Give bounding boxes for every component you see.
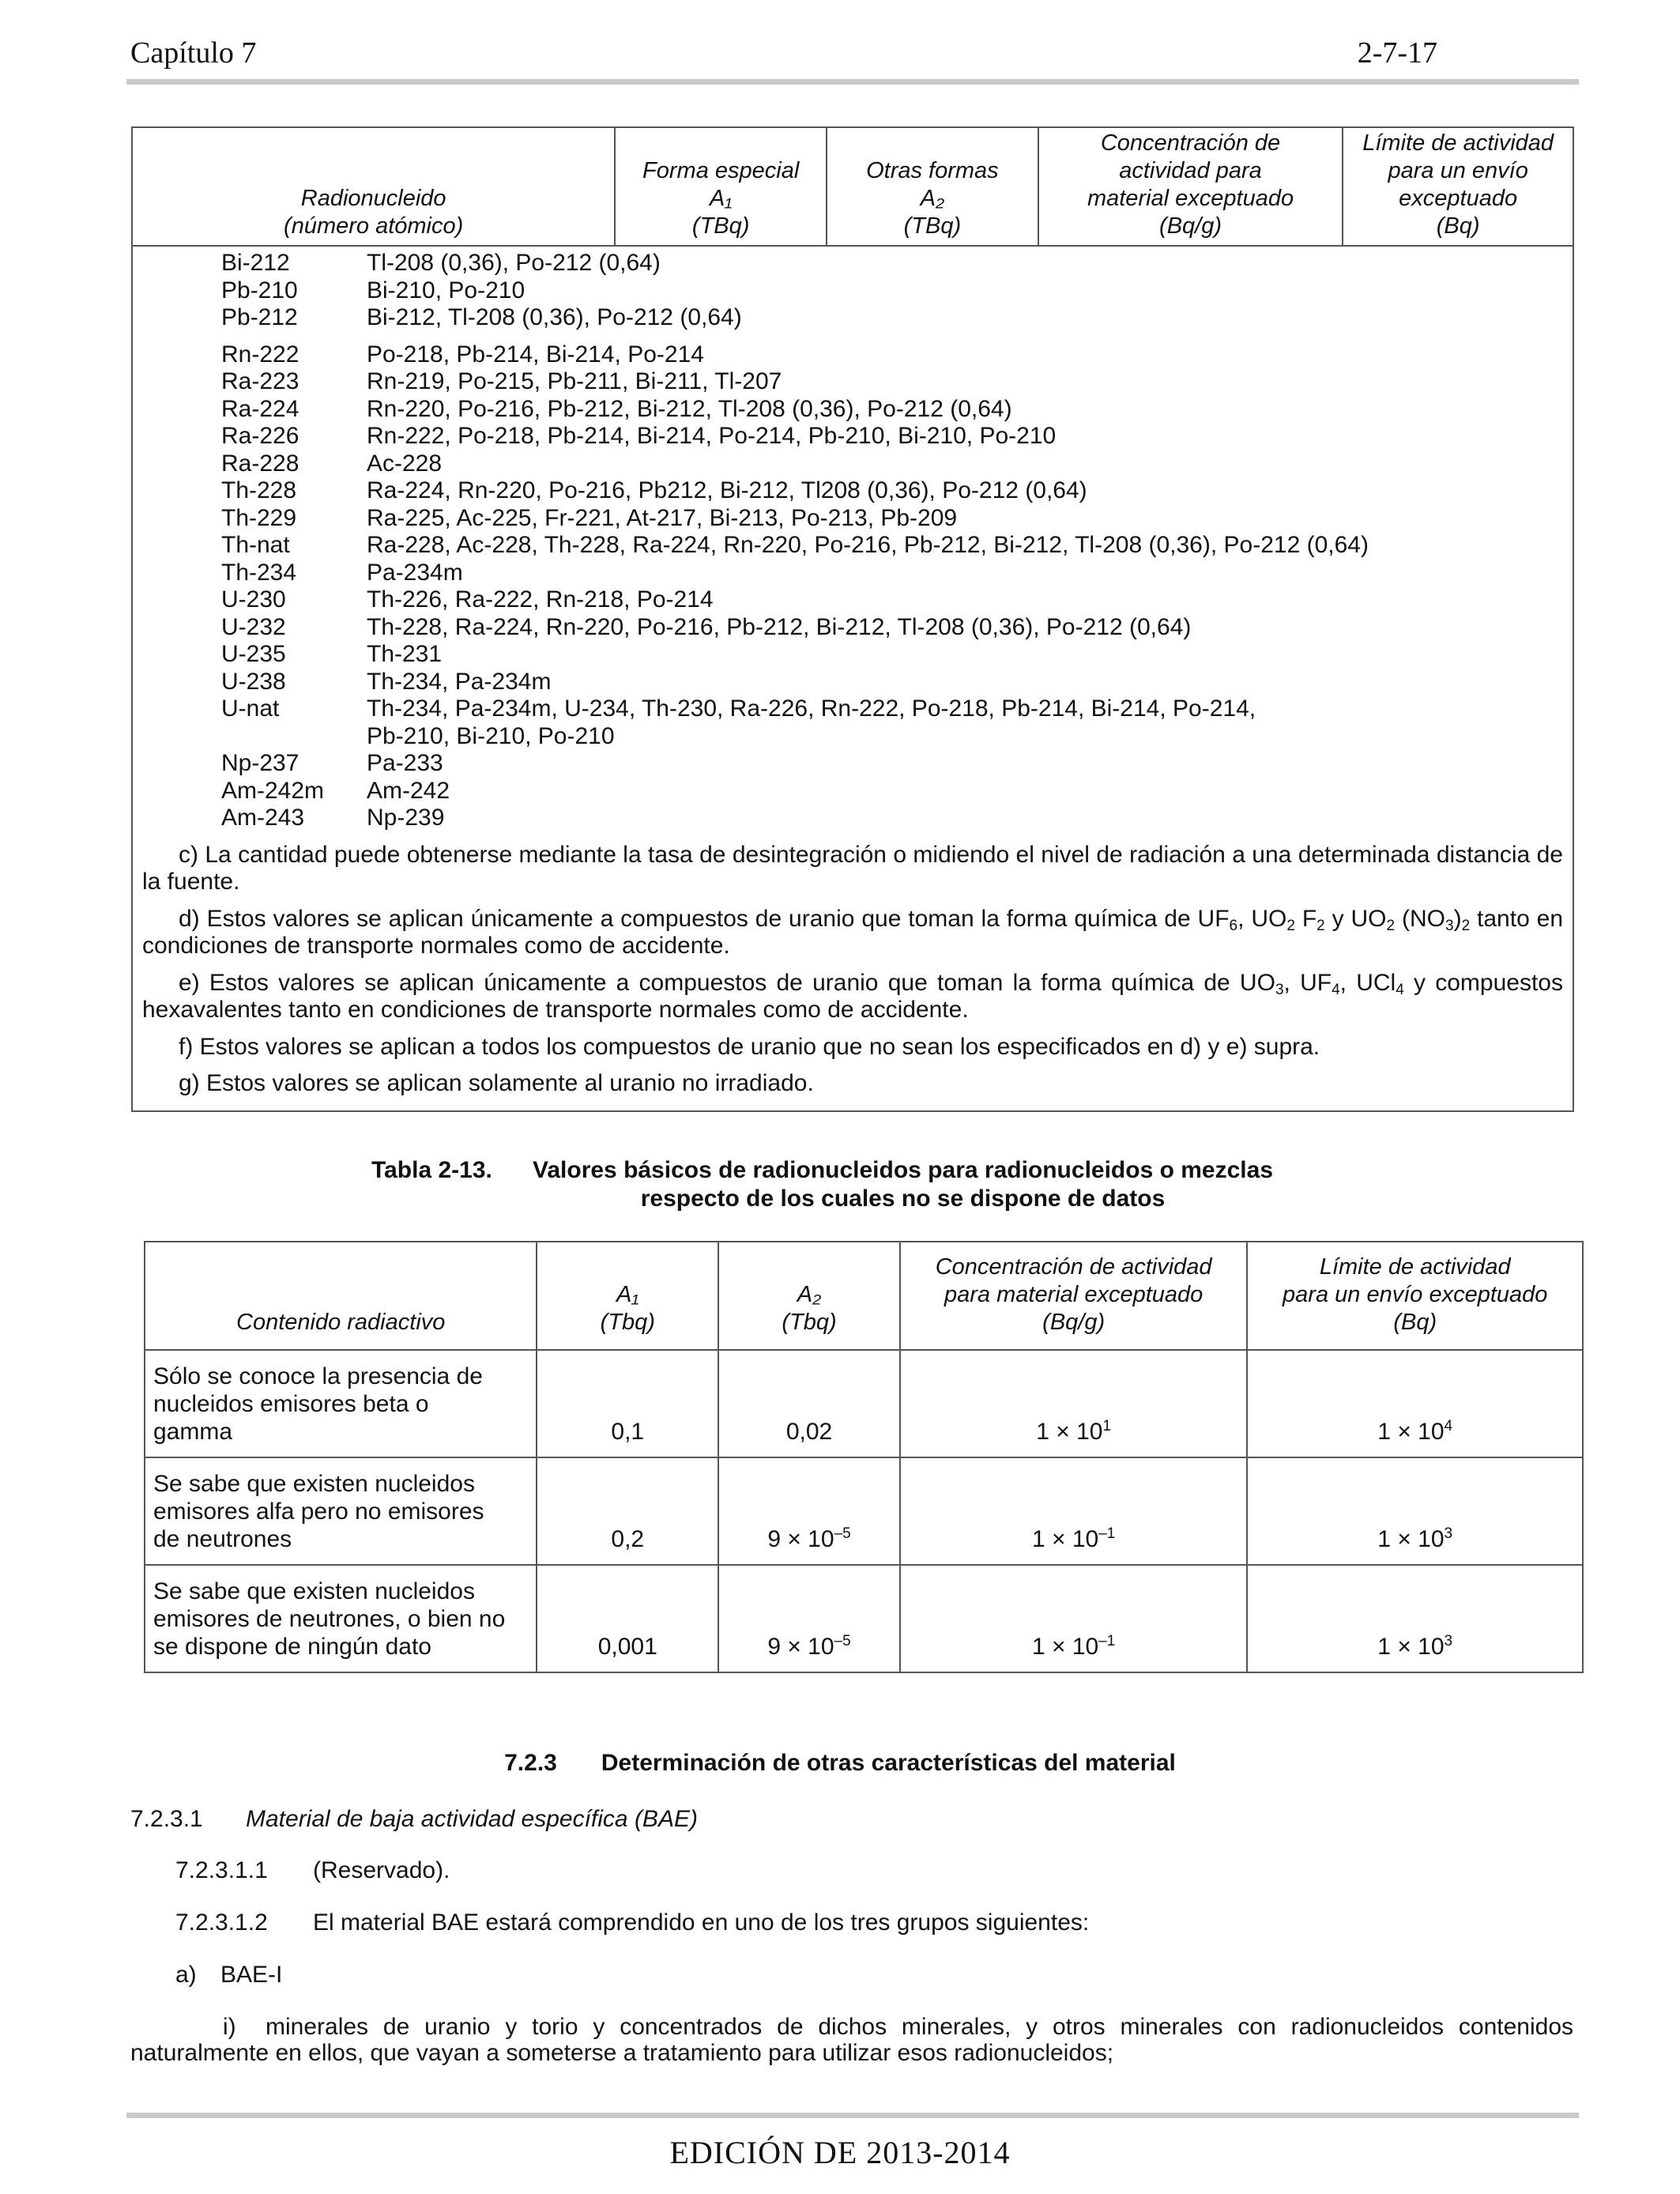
header-text: Límite de actividad — [1319, 1254, 1511, 1280]
limit-cell — [1247, 1350, 1583, 1457]
a2-cell — [718, 1457, 900, 1565]
footnote-f: f) Estos valores se aplican a todos los compuestos de uranio que no sean los especificados en d) y e) supra. — [179, 1033, 1320, 1060]
cell-text: Se sabe que existen nucleidos — [153, 1578, 475, 1604]
title-line: respecto de los cuales no se dispone de datos — [640, 1186, 1166, 1212]
progeny-row — [142, 505, 1563, 533]
daughter-nuclides: Bi-212, Tl-208 (0,36), Po-212 (0,64) — [367, 304, 742, 330]
note-text: , UCl — [1339, 969, 1396, 996]
header-a1 — [537, 1242, 718, 1350]
header-text: (Tbq) — [782, 1310, 837, 1335]
daughter-nuclides: Th-234, Pa-234m, U-234, Th-230, Ra-226, Rn-222, Po-218, Pb-214, Bi-214, Po-214, — [367, 696, 1256, 722]
parent-nuclide: Th-nat — [221, 532, 290, 558]
daughter-nuclides: Pb-210, Bi-210, Po-210 — [367, 722, 615, 749]
row-spacer — [142, 332, 1563, 341]
concentration-cell — [900, 1457, 1248, 1565]
daughter-nuclides: Rn-220, Po-216, Pb-212, Bi-212, Tl-208 (0,36), Po-212 (0,64) — [367, 395, 1012, 422]
header-text: (Tbq) — [600, 1310, 655, 1335]
progeny-row — [142, 614, 1563, 642]
table2-caption — [371, 1156, 1273, 1213]
header-text: para material exceptuado — [944, 1282, 1203, 1307]
progeny-row — [142, 423, 1563, 450]
table-row — [145, 1457, 1583, 1565]
parent-nuclide: Pb-212 — [221, 304, 298, 330]
note-text: e) Estos valores se aplican únicamente a compuestos de uranio que toman la forma química de UO — [179, 969, 1275, 996]
parent-nuclide: Bi-212 — [221, 250, 290, 276]
paragraph — [175, 1857, 450, 1885]
value-base: 1 × 10 — [1377, 1526, 1445, 1552]
a1-cell: 0,2 — [537, 1457, 718, 1565]
value-exponent: 4 — [1444, 1418, 1453, 1434]
header-rule — [126, 79, 1579, 85]
a2-cell — [718, 1565, 900, 1672]
section-number: 7.2.3 — [504, 1750, 557, 1776]
header-text: (Bq/g) — [1042, 1310, 1106, 1335]
footnote-g: g) Estos valores se aplican solamente al uranio no irradiado. — [179, 1070, 814, 1096]
paragraph-text: El material BAE estará comprendido en uno de los tres grupos siguientes: — [313, 1909, 1090, 1936]
daughter-nuclides: Am-242 — [367, 777, 450, 804]
a2-cell — [718, 1350, 900, 1457]
paragraph — [175, 1909, 1089, 1937]
note-text: tanto en condiciones de transporte normales como de accidente. — [142, 905, 1564, 959]
cell-text: de neutrones — [153, 1526, 292, 1552]
parent-nuclide: U-nat — [221, 696, 280, 722]
value-exponent: –5 — [834, 1525, 851, 1542]
cell-text: Se sabe que existen nucleidos — [153, 1471, 475, 1497]
radionuclide-continuation-table — [131, 126, 1574, 1112]
title-line: Valores básicos de radionucleidos para radionucleidos o mezclas — [533, 1157, 1274, 1183]
subscript: 4 — [1332, 981, 1340, 998]
page-number: 2-7-17 — [1357, 36, 1437, 70]
daughter-nuclides: Th-226, Ra-222, Rn-218, Po-214 — [367, 586, 714, 613]
cell-text: gamma — [153, 1419, 233, 1445]
parent-nuclide: U-232 — [221, 613, 286, 640]
section-heading — [0, 1750, 1680, 1777]
subscript: 2 — [1461, 917, 1471, 934]
subscript: 3 — [1275, 981, 1284, 998]
table-row — [145, 1565, 1583, 1672]
limit-cell — [1247, 1565, 1583, 1672]
header-text: (número atómico) — [284, 213, 464, 239]
daughter-nuclides: Pa-234m — [367, 559, 463, 586]
header-text: exceptuado — [1399, 186, 1518, 211]
value-exponent: 3 — [1444, 1525, 1453, 1542]
parent-nuclide — [142, 723, 367, 751]
progeny-row — [142, 477, 1563, 505]
progeny-row — [142, 560, 1563, 587]
progeny-row — [142, 805, 1563, 832]
daughter-nuclides: Bi-210, Po-210 — [367, 277, 525, 303]
parent-nuclide: U-230 — [221, 586, 286, 613]
footnote-c: c) La cantidad puede obtenerse mediante la tasa de desintegración o midiendo el nivel de radiación a una determinada distancia de la fuente. — [142, 841, 1563, 895]
header-text: (Bq) — [1393, 1310, 1437, 1335]
cell-text: Sólo se conoce la presencia de — [153, 1363, 483, 1389]
parent-nuclide: Th-229 — [221, 504, 297, 531]
value-base: 1 × 10 — [1377, 1419, 1445, 1445]
daughter-nuclides: Ac-228 — [367, 450, 443, 477]
basic-values-table — [144, 1241, 1584, 1673]
cell-text: emisores alfa pero no emisores — [153, 1498, 484, 1525]
paragraph-number: 7.2.3.1.2 — [175, 1909, 268, 1936]
progeny-row — [142, 250, 1563, 277]
header-text: material exceptuado — [1087, 186, 1294, 211]
value-exponent: –5 — [834, 1633, 851, 1649]
daughter-nuclides: Pa-233 — [367, 750, 443, 776]
header-text: (TBq) — [691, 213, 750, 239]
progeny-row — [142, 341, 1563, 369]
value-base: 1 × 10 — [1377, 1634, 1445, 1660]
list-marker: a) — [175, 1962, 197, 1988]
daughter-nuclides: Ra-228, Ac-228, Th-228, Ra-224, Rn-220, Po-216, Pb-212, Bi-212, Tl-208 (0,36), Po-212 (0,64) — [367, 532, 1369, 558]
progeny-row — [142, 723, 1563, 751]
parent-nuclide: Am-243 — [221, 805, 305, 831]
note-text: y UO — [1324, 905, 1387, 932]
daughter-nuclides: Rn-222, Po-218, Pb-214, Bi-214, Po-214, Pb-210, Bi-210, Po-210 — [367, 423, 1057, 449]
note-text: , UF — [1283, 969, 1332, 996]
content-cell — [145, 1565, 537, 1672]
note-text: ) — [1453, 905, 1462, 932]
header-text: A₂ — [797, 1282, 822, 1307]
value-base: 9 × 10 — [767, 1526, 834, 1552]
edition-footer: EDICIÓN DE 2013-2014 — [669, 2135, 1011, 2170]
cell-text: emisores de neutrones, o bien no — [153, 1606, 506, 1632]
header-text: Contenido radiactivo — [236, 1310, 446, 1335]
progeny-row — [142, 586, 1563, 614]
progeny-row — [142, 532, 1563, 560]
header-text: Radionucleido — [300, 186, 446, 211]
progeny-row — [142, 396, 1563, 424]
subscript: 2 — [1386, 917, 1396, 934]
list-marker: i) — [223, 2014, 236, 2040]
subscript: 2 — [1317, 917, 1325, 934]
concentration-cell — [900, 1350, 1248, 1457]
value-base: 1 × 10 — [1036, 1419, 1103, 1445]
section-title: Determinación de otras características del material — [601, 1750, 1176, 1776]
subscript: 4 — [1396, 981, 1404, 998]
value-base: 1 × 10 — [1031, 1526, 1099, 1552]
cell-text: se dispone de ningún dato — [153, 1634, 431, 1660]
value-base: 9 × 10 — [767, 1634, 834, 1660]
progeny-row — [142, 778, 1563, 805]
content-cell — [145, 1350, 537, 1457]
content-cell — [145, 1457, 537, 1565]
table1-header-limit — [1343, 128, 1573, 245]
chapter-header: Capítulo 7 — [130, 36, 257, 70]
parent-nuclide: Ra-226 — [221, 423, 299, 449]
header-text: A₂ — [920, 186, 945, 211]
header-concentration — [900, 1242, 1248, 1350]
daughter-nuclides: Po-218, Pb-214, Bi-214, Po-214 — [367, 341, 704, 368]
header-text: Concentración de — [1100, 130, 1281, 156]
progeny-row — [142, 641, 1563, 669]
daughter-nuclides: Th-234, Pa-234m — [367, 668, 552, 695]
progeny-row — [142, 304, 1563, 332]
progeny-row — [142, 669, 1563, 696]
table1-header-a2 — [827, 128, 1039, 245]
parent-nuclide: Th-234 — [221, 559, 297, 586]
parent-nuclide: U-235 — [221, 641, 286, 667]
daughter-nuclides: Ra-224, Rn-220, Po-216, Pb212, Bi-212, Tl208 (0,36), Po-212 (0,64) — [367, 477, 1087, 503]
paragraph-text: Material de baja actividad específica (BAE) — [246, 1806, 698, 1832]
list-item-text: BAE-I — [220, 1962, 283, 1988]
table1-header-a1 — [616, 128, 827, 245]
parent-nuclide: Np-237 — [221, 750, 299, 776]
value-exponent: –1 — [1098, 1633, 1116, 1649]
progeny-row — [142, 277, 1563, 305]
value-base: 0,02 — [785, 1419, 833, 1445]
header-text: Límite de actividad — [1362, 130, 1554, 156]
progeny-row — [142, 450, 1563, 478]
table-row — [145, 1350, 1583, 1457]
paragraph-text: (Reservado). — [313, 1857, 450, 1883]
progeny-row — [142, 750, 1563, 778]
a1-cell: 0,001 — [537, 1565, 718, 1672]
subscript: 3 — [1445, 917, 1454, 934]
note-text: y compuestos hexavalentes tanto en condiciones de transporte normales como de accidente. — [142, 969, 1563, 1023]
parent-nuclide: Ra-223 — [221, 368, 299, 394]
header-text: A₁ — [709, 186, 733, 211]
parent-nuclide: Am-242m — [221, 777, 325, 804]
cell-text: nucleidos emisores beta o — [153, 1391, 429, 1417]
parent-nuclide: Rn-222 — [221, 341, 299, 368]
subsection-heading — [130, 1805, 698, 1834]
value-exponent: 3 — [1444, 1633, 1453, 1649]
parent-nuclide: Ra-228 — [221, 450, 299, 477]
header-text: (Bq) — [1436, 213, 1480, 239]
parent-nuclide: Th-228 — [221, 477, 297, 503]
progeny-list — [142, 250, 1563, 832]
footnote-d — [142, 906, 1563, 960]
a1-cell: 0,1 — [537, 1350, 718, 1457]
daughter-nuclides: Th-228, Ra-224, Rn-220, Po-216, Pb-212, Bi-212, Tl-208 (0,36), Po-212 (0,64) — [367, 613, 1192, 640]
footer-rule — [126, 2113, 1579, 2118]
daughter-nuclides: Tl-208 (0,36), Po-212 (0,64) — [367, 250, 661, 276]
header-text: actividad para — [1119, 158, 1262, 183]
header-text: A₁ — [616, 1282, 639, 1307]
note-text: , UO — [1237, 905, 1287, 932]
paragraph-number: 7.2.3.1.1 — [175, 1857, 268, 1883]
table1-body — [133, 247, 1573, 1110]
paragraph-number: 7.2.3.1 — [130, 1806, 203, 1832]
parent-nuclide: Ra-224 — [221, 395, 299, 422]
table1-header-radionuclide — [133, 128, 616, 245]
concentration-cell — [900, 1565, 1248, 1672]
list-item — [130, 2014, 1573, 2066]
list-item-text: minerales de uranio y torio y concentrados de dichos minerales, y otros minerales con radionucleidos contenidos naturalmente en ellos, que vayan a someterse a tratamiento para utilizar esos radionucleidos; — [130, 2014, 1573, 2066]
limit-cell — [1247, 1457, 1583, 1565]
header-text: para un envío — [1388, 158, 1528, 183]
daughter-nuclides: Np-239 — [367, 805, 445, 831]
list-item — [175, 1961, 282, 1989]
progeny-row — [142, 368, 1563, 396]
table-number: Tabla 2-13. — [371, 1157, 492, 1183]
header-text: Concentración de actividad — [935, 1254, 1212, 1280]
note-text: F — [1294, 905, 1317, 932]
daughter-nuclides: Rn-219, Po-215, Pb-211, Bi-211, Tl-207 — [367, 368, 782, 394]
note-text: (NO — [1395, 905, 1445, 932]
value-base: 1 × 10 — [1031, 1634, 1099, 1660]
note-text: d) Estos valores se aplican únicamente a compuestos de uranio que toman la forma química de UF — [179, 905, 1230, 932]
subscript: 2 — [1286, 917, 1295, 934]
header-limit — [1247, 1242, 1583, 1350]
table2-header-row — [145, 1242, 1583, 1350]
parent-nuclide: U-238 — [221, 668, 286, 695]
daughter-nuclides: Ra-225, Ac-225, Fr-221, At-217, Bi-213, Po-213, Pb-209 — [367, 504, 958, 531]
table1-header-concentration — [1039, 128, 1344, 245]
value-exponent: 1 — [1102, 1418, 1112, 1434]
header-text: Forma especial — [642, 158, 800, 183]
daughter-nuclides: Th-231 — [367, 641, 443, 667]
progeny-row — [142, 696, 1563, 723]
header-text: Otras formas — [866, 158, 999, 183]
header-text: (TBq) — [903, 213, 962, 239]
value-exponent: –1 — [1098, 1525, 1116, 1542]
header-content — [145, 1242, 537, 1350]
table-title — [533, 1156, 1273, 1213]
header-text: (Bq/g) — [1159, 213, 1222, 239]
parent-nuclide: Pb-210 — [221, 277, 298, 303]
footnote-e — [142, 970, 1563, 1024]
subscript: 6 — [1229, 917, 1238, 934]
table1-header-row — [133, 128, 1573, 247]
header-text: para un envío exceptuado — [1283, 1282, 1548, 1307]
header-a2 — [718, 1242, 900, 1350]
